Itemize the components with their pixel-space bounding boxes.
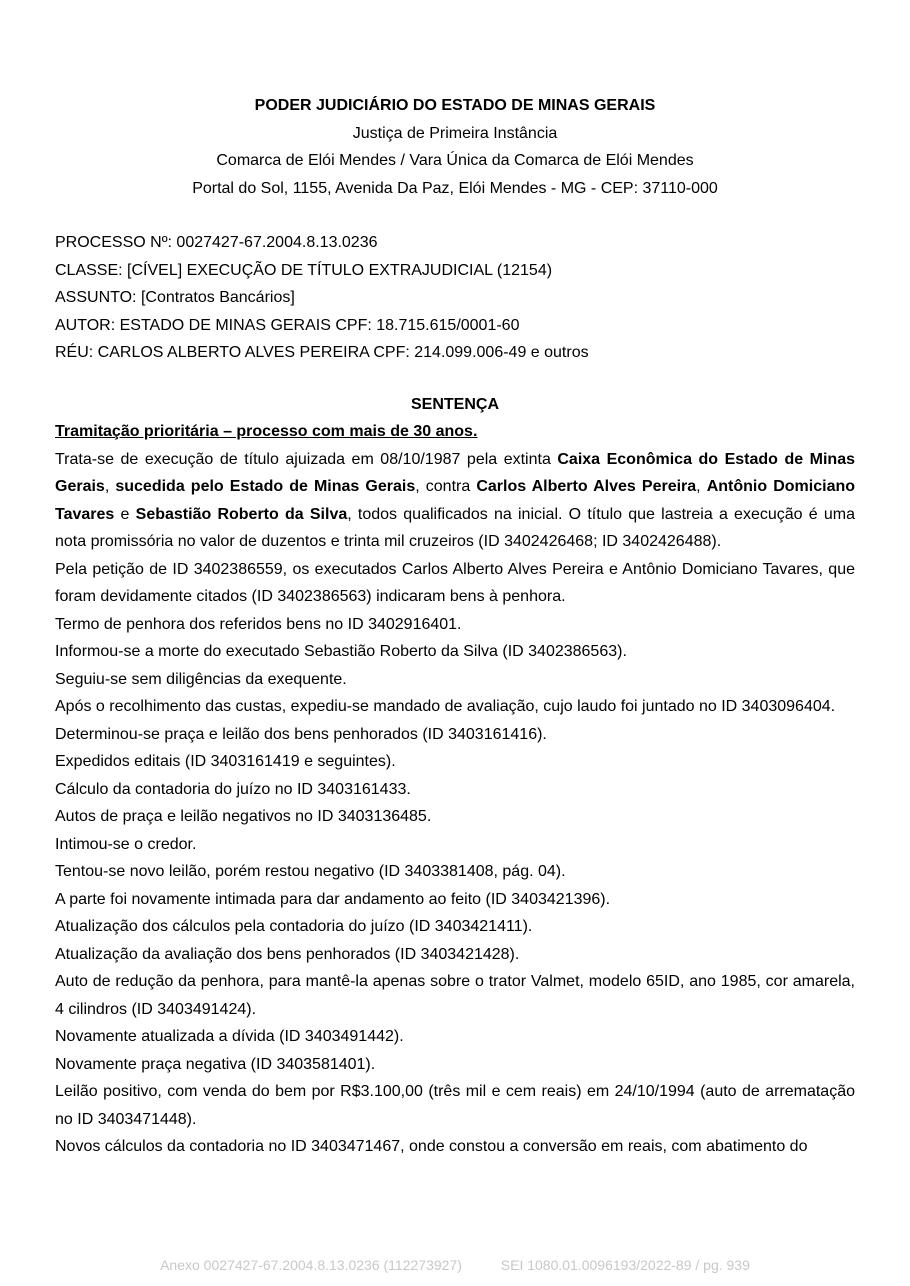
body-paragraph: Informou-se a morte do executado Sebastião Roberto da Silva (ID 3402386563). — [55, 643, 627, 660]
annex-reference: Anexo 0027427-67.2004.8.13.0236 (112273927) — [160, 1257, 462, 1273]
body-paragraph: Atualização dos cálculos pela contadoria do juízo (ID 3403421411). — [55, 918, 533, 935]
court-address: Portal do Sol, 1155, Avenida Da Paz, Elói Mendes - MG - CEP: 37110-000 — [192, 179, 718, 197]
intro-text-2: , — [104, 478, 116, 495]
body-paragraph: Tentou-se novo leilão, porém restou negativo (ID 3403381408, pág. 04). — [55, 863, 566, 880]
body-paragraph: Novamente atualizada a dívida (ID 3403491442). — [55, 1028, 404, 1045]
body-paragraph: Termo de penhora dos referidos bens no ID 3402916401. — [55, 615, 462, 633]
body-paragraph: Auto de redução da penhora, para mantê-la apenas sobre o trator Valmet, modelo 65ID, ano 1985, cor amarela, 4 cilindros (ID 3403491424). — [55, 973, 855, 1018]
intro-bold-3: Carlos Alberto Alves Pereira — [476, 478, 697, 495]
intro-bold-5: Sebastião Roberto da Silva — [135, 505, 348, 523]
document-title: SENTENÇA — [410, 395, 499, 413]
body-paragraph: Seguiu-se sem diligências da exequente. — [55, 670, 347, 688]
body-paragraph: A parte foi novamente intimada para dar andamento ao feito (ID 3403421396). — [55, 890, 611, 908]
intro-paragraph — [55, 446, 855, 556]
intro-bold-1: Caixa Econômica do Estado de Minas Gerais — [55, 450, 856, 495]
intro-text-1: Trata-se de execução de título ajuizada em 08/10/1987 pela extinta — [55, 450, 558, 468]
body-paragraph: Novos cálculos da contadoria no ID 3403471467, onde constou a conversão em reais, com abatimento do — [55, 1138, 808, 1155]
body-paragraph: Atualização da avaliação dos bens penhorados (ID 3403421428). — [55, 945, 520, 963]
body-paragraph: Expedidos editais (ID 3403161419 e seguintes). — [55, 753, 396, 770]
body-paragraph: Cálculo da contadoria do juízo no ID 3403161433. — [55, 780, 411, 798]
sei-reference: SEI 1080.01.0096193/2022-89 / pg. 939 — [500, 1257, 750, 1273]
document-body — [55, 446, 855, 1161]
case-metadata — [55, 229, 855, 367]
court-instance: Justiça de Primeira Instância — [352, 124, 558, 142]
body-paragraph: Autos de praça e leilão negativos no ID 3403136485. — [55, 808, 432, 825]
intro-text-6: , todos qualificados na inicial. O título que lastreia a execução é uma nota promissória no valor de duzentos e trinta mil cruzeiros (ID 3402426468; ID 3402426488). — [55, 505, 856, 550]
body-paragraph: Determinou-se praça e leilão dos bens penhorados (ID 3403161416). — [55, 725, 547, 743]
case-defendant: RÉU: CARLOS ALBERTO ALVES PEREIRA CPF: 214.099.006-49 e outros — [55, 344, 589, 361]
case-plaintiff: AUTOR: ESTADO DE MINAS GERAIS CPF: 18.715.615/0001-60 — [55, 316, 520, 334]
intro-text-4: , — [696, 478, 707, 495]
body-paragraph: Leilão positivo, com venda do bem por R$3.100,00 (três mil e cem reais) em 24/10/1994 (auto de arrematação no ID 3403471448). — [55, 1083, 855, 1128]
body-paragraph: Pela petição de ID 3402386559, os executados Carlos Alberto Alves Pereira e Antônio Domiciano Tavares, que foram devidamente citados (ID 3402386563) indicaram bens à penhora. — [55, 560, 855, 605]
body-paragraph: Novamente praça negativa (ID 3403581401). — [55, 1055, 376, 1073]
intro-bold-4: Antônio Domiciano Tavares — [55, 478, 856, 523]
intro-bold-2: sucedida pelo Estado de Minas Gerais — [115, 478, 416, 495]
court-name: PODER JUDICIÁRIO DO ESTADO DE MINAS GERAIS — [254, 97, 656, 114]
case-subject: ASSUNTO: [Contratos Bancários] — [55, 289, 295, 306]
priority-notice: Tramitação prioritária – processo com mais de 30 anos. — [55, 423, 478, 440]
page-footer — [0, 1257, 910, 1273]
intro-text-3: , contra — [415, 478, 477, 495]
document-header — [55, 92, 855, 202]
intro-text-5: e — [114, 505, 136, 523]
document-page — [55, 92, 855, 1161]
case-number: PROCESSO Nº: 0027427-67.2004.8.13.0236 — [55, 234, 378, 251]
body-paragraph: Após o recolhimento das custas, expediu-se mandado de avaliação, cujo laudo foi juntado no ID 3403096404. — [55, 698, 836, 715]
case-class: CLASSE: [CÍVEL] EXECUÇÃO DE TÍTULO EXTRAJUDICIAL (12154) — [55, 261, 553, 279]
body-paragraph: Intimou-se o credor. — [55, 835, 197, 853]
court-comarca: Comarca de Elói Mendes / Vara Única da Comarca de Elói Mendes — [216, 152, 694, 169]
